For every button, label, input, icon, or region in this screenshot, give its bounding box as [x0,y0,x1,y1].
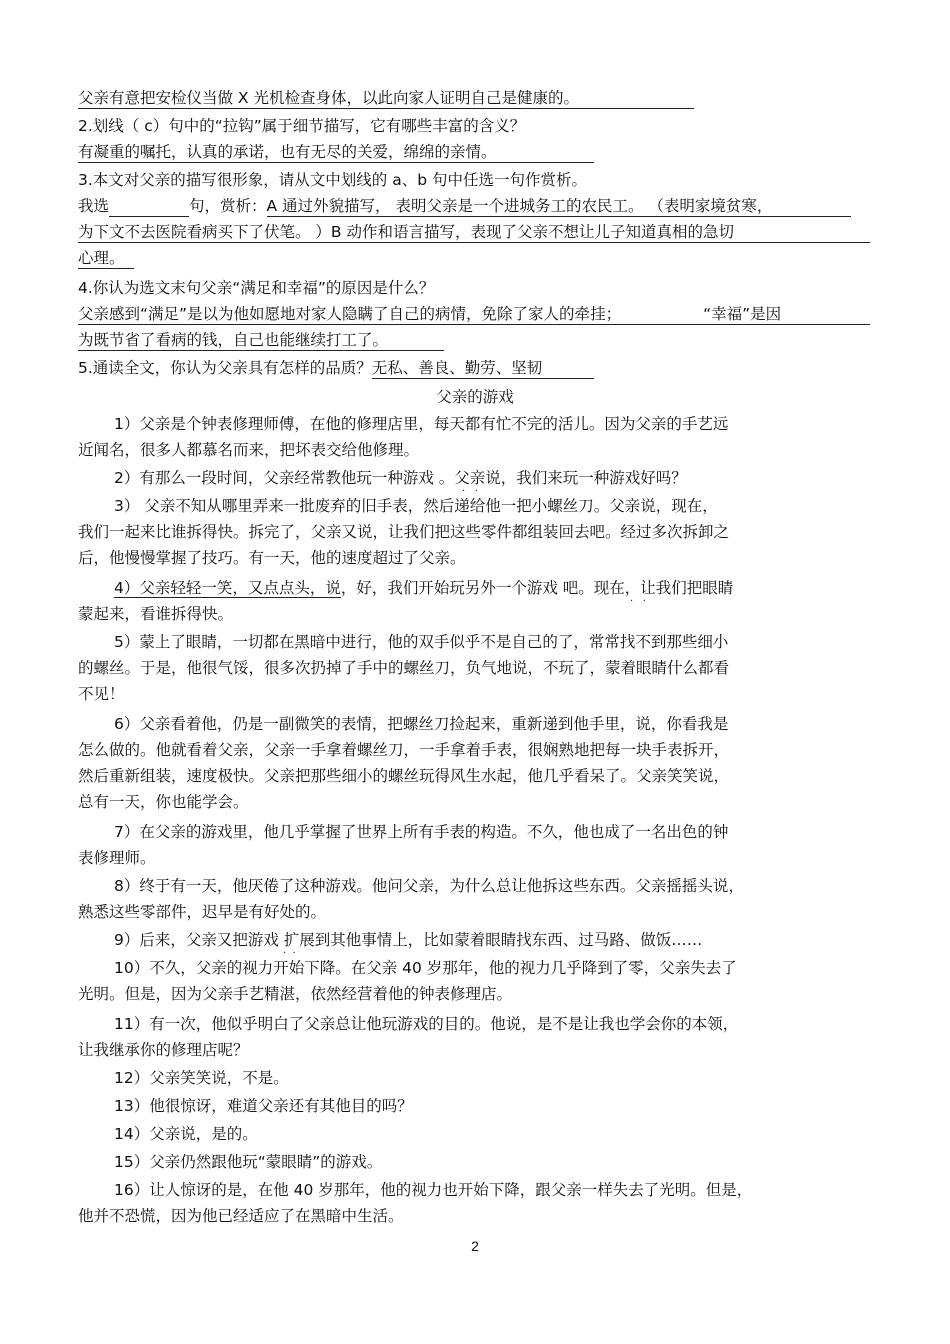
paragraph-6-line-4: 总有一天，你也能学会。 [78,793,249,811]
question-3: 3.本文对父亲的描写很形象，请从文中划线的 a、b 句中任选一句作赏析。 [78,171,587,189]
paragraph-15: 15）父亲仍然跟他玩“蒙眼睛”的游戏。 [114,1153,383,1171]
paragraph-1-line-1: 1）父亲是个钟表修理师傅，在他的修理店里，每天都有忙不完的活儿。因为父亲的手艺远 [114,415,729,433]
paragraph-6-line-3: 然后重新组装，速度极快。父亲把那些细小的螺丝玩得风生水起，他几乎看呆了。父亲笑笑说， [78,767,730,785]
question-5-text: 5.通读全文，你认为父亲具有怎样的品质？ [78,359,372,377]
paragraph-3-line-2: 我们一起来比谁拆得快。拆完了，父亲又说，让我们把这些零件都组装回去吧。经过多次拆卸之 [78,523,730,541]
underlined-sentence: 4）父亲轻轻一笑，又点点头，说 [114,579,341,597]
emphasis-dots: · · [283,948,296,959]
answer-3-prefix: 我选 [78,197,110,215]
paragraph-4-line-2: 蒙起来，看谁拆得快。 [78,605,234,623]
paragraph-5-line-1: 5）蒙上了眼睛，一切都在黑暗中进行，他的双手似乎不是自己的了，常常找不到那些细小 [114,633,729,651]
answer-3-text-1: A 通过外貌描写， 表明父亲是一个进城务工的农民工。 （表明家境贫寒， [267,196,851,217]
answer-4-line-1 [78,304,870,325]
answer-3-line-1 [78,196,851,217]
answer-4-part-a: 父亲感到“满足”是以为他如愿地对家人隐瞒了自己的病情，免除了家人的牵挂； [78,305,622,323]
question-5 [78,358,594,379]
paragraph-6-line-1: 6）父亲看着他，仍是一副微笑的表情，把螺丝刀捡起来，重新递到他手里，说，你看我是 [114,715,729,733]
answer-2: 有凝重的嘱托，认真的承诺，也有无尽的关爱，绵绵的亲情。 [78,142,594,163]
paragraph-11-line-1: 11）有一次，他似乎明白了父亲总让他玩游戏的目的。他说，是不是让我也学会你的本领， [114,1015,739,1033]
choice-blank[interactable] [109,198,189,217]
page-number: 2 [471,1238,479,1254]
question-2: 2.划线（ c）句中的“拉钩”属于细节描写，它有哪些丰富的含义？ [78,117,526,135]
paragraph-3-line-1: 3） 父亲不知从哪里弄来一批废弃的旧手表，然后递给他一把小螺丝刀。父亲说，现在， [114,497,718,515]
paragraph-12: 12）父亲笑笑说，不是。 [114,1069,289,1087]
answer-3-text-3: 心理。 [78,248,134,269]
answer-line-1: 父亲有意把安检仪当做 X 光机检查身体，以此向家人证明自己是健康的。 [78,88,694,109]
paragraph-1-line-2: 近闻名，很多人都慕名而来，把坏表交给他修理。 [78,441,420,459]
paragraph-7-line-2: 表修理师。 [78,849,156,867]
emphasis-dots: · · [630,596,646,607]
paragraph-5-line-2: 的螺丝。于是，他很气馁，很多次扔掉了手中的螺丝刀，负气地说，不玩了，蒙着眼睛什么都看 [78,659,730,677]
answer-3-text-2: 为下文不去医院看病买下了伏笔。 ）B 动作和语言描写，表现了父亲不想让儿子知道真相的急切 [78,222,870,243]
answer-4-part-b: “幸福”是因 [703,305,782,323]
question-4: 4.你认为选文末句父亲“满足和幸福”的原因是什么？ [78,279,435,297]
paragraph-2: 2）有那么一段时间，父亲经常教他玩一种游戏 。父亲说，我们来玩一种游戏好吗？ [114,469,687,487]
story-title: 父亲的游戏 [436,388,514,406]
paragraph-9: 9）后来，父亲又把游戏 扩展到其他事情上，比如蒙着眼睛找东西、过马路、做饭…… [114,931,703,949]
paragraph-7-line-1: 7）在父亲的游戏里，他几乎掌握了世界上所有手表的构造。不久，他也成了一名出色的钟 [114,823,729,841]
paragraph-14: 14）父亲说，是的。 [114,1125,258,1143]
paragraph-13: 13）他很惊讶，难道父亲还有其他目的吗？ [114,1097,413,1115]
answer-4-line-2: 为既节省了看病的钱，自己也能继续打工了。 [78,330,444,351]
paragraph-4-rest: ，好，我们开始玩另外一个游戏 吧。现在，让我们把眼睛 [340,579,734,597]
paragraph-3-line-3: 后，他慢慢掌握了技巧。有一天，他的速度超过了父亲。 [78,549,466,567]
answer-5: 无私、善良、勤劳、坚韧 [372,358,594,379]
paragraph-11-line-2: 让我继承你的修理店呢？ [78,1041,249,1059]
paragraph-8-line-1: 8）终于有一天，他厌倦了这种游戏。他问父亲，为什么总让他拆这些东西。父亲摇摇头说， [114,877,744,895]
paragraph-16-line-2: 他并不恐慌，因为他已经适应了在黑暗中生活。 [78,1207,404,1225]
paragraph-10-line-1: 10）不久，父亲的视力开始下降。在父亲 40 岁那年，他的视力几乎降到了零，父亲失去了 [114,959,737,977]
paragraph-5-line-3: 不见！ [78,685,125,703]
emphasis-dots: · · [462,486,478,497]
paragraph-6-line-2: 怎么做的。他就看着父亲，父亲一手拿着螺丝刀，一手拿着手表，很娴熟地把每一块手表拆开， [78,741,730,759]
paragraph-16-line-1: 16）让人惊讶的是，在他 40 岁那年，他的视力也开始下降，跟父亲一样失去了光明。但是， [114,1181,753,1199]
paragraph-8-line-2: 熟悉这些零部件，迟早是有好处的。 [78,903,327,921]
paragraph-4-line-1 [114,578,733,598]
paragraph-10-line-2: 光明。但是，因为父亲手艺精湛，依然经营着他的钟表修理店。 [78,985,513,1003]
answer-3-mid: 句，赏析： [189,197,267,215]
